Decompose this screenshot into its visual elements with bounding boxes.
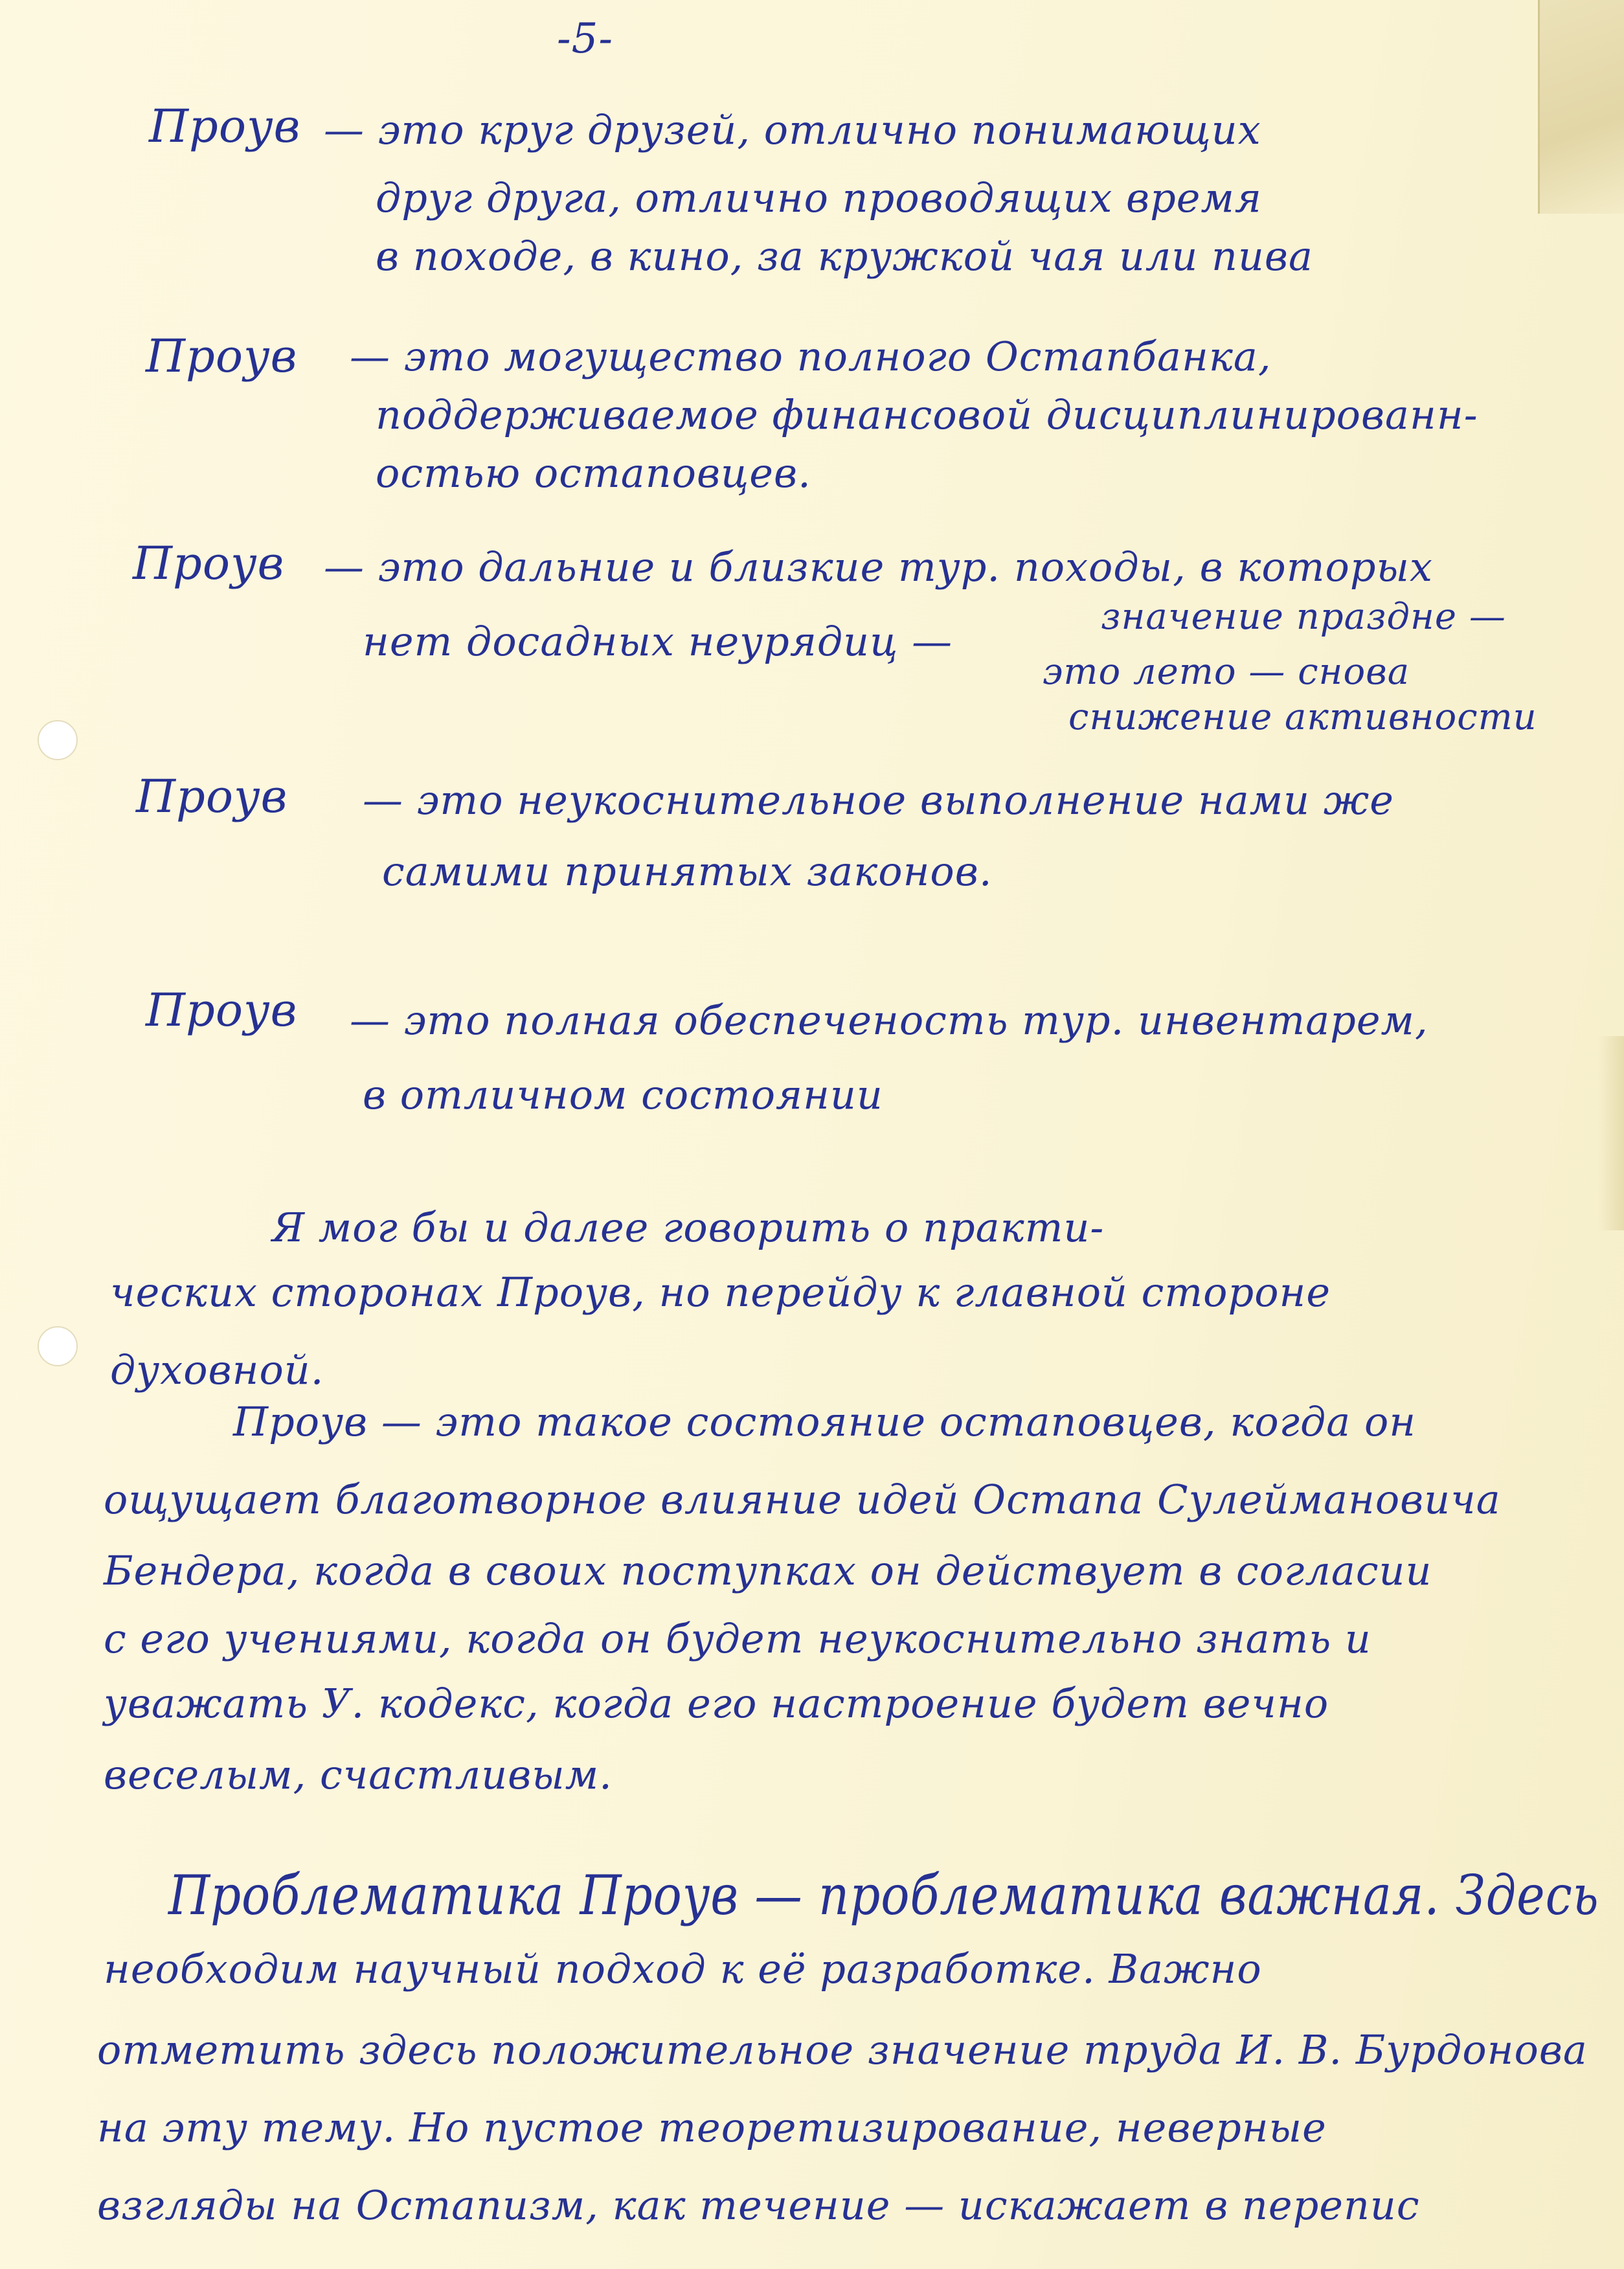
paragraph-line: взгляды на Остапизм, как течение — искажает в перепис <box>97 2182 1420 2229</box>
section-line: друг друга, отлично проводящих время <box>376 174 1262 221</box>
section-line: остью остаповцев. <box>376 449 811 497</box>
paragraph-line: с его учениями, когда он будет неукоснительно знать и <box>104 1615 1371 1662</box>
paragraph-line: необходим научный подход к её разработке. Важно <box>104 1945 1262 1992</box>
paragraph-line: ческих сторонах Проув, но перейду к главной стороне <box>110 1269 1331 1316</box>
section-line: — это полная обеспеченость тур. инвентарем, <box>350 997 1428 1044</box>
paragraph-line: духовной. <box>110 1346 324 1394</box>
section-label: Проув <box>146 330 298 383</box>
section-line: самими принятых законов. <box>382 848 993 895</box>
section-line: — это могущество полного Остапбанка, <box>350 333 1272 380</box>
section-line: поддерживаемое финансовой дисциплинированн- <box>376 391 1478 438</box>
section-line: — это неукоснительное выполнение нами же <box>363 776 1394 824</box>
paragraph-line: Я мог бы и далее говорить о практи- <box>272 1204 1105 1251</box>
paragraph-line: Проблематика Проув — проблематика важная. Здесь <box>168 1864 1599 1927</box>
paragraph-line: отметить здесь положительное значение труда И. В. Бурдонова <box>97 2026 1588 2073</box>
section-line: снижение активности <box>1068 696 1537 738</box>
section-line: — это круг друзей, отлично понимающих <box>324 106 1261 153</box>
section-line: в отличном состоянии <box>363 1071 883 1118</box>
section-line: значение празднe — <box>1101 596 1506 638</box>
section-label: Проув <box>136 770 288 823</box>
section-label: Проув <box>149 100 301 153</box>
paragraph-line: Проув — это такое состояние остаповцев, когда он <box>233 1398 1417 1445</box>
page-number: -5- <box>557 15 613 63</box>
worn-edge <box>1598 1036 1624 1230</box>
section-label: Проув <box>133 537 285 590</box>
paragraph-line: ощущает благотворное влияние идей Остапа Сулеймановича <box>104 1476 1501 1523</box>
section-line: — это дальние и близкие тур. походы, в которых <box>324 543 1434 591</box>
punch-hole-top <box>38 720 78 760</box>
paragraph-line: веселым, счастливым. <box>104 1751 613 1798</box>
paragraph-line: уважать У. кодекс, когда его настроение будет вечно <box>104 1680 1329 1727</box>
section-line: в походе, в кино, за кружкой чая или пива <box>376 232 1313 280</box>
section-label: Проув <box>146 984 298 1037</box>
paragraph-line: Бендера, когда в своих поступках он действует в согласии <box>104 1547 1432 1594</box>
folded-corner <box>1538 0 1624 214</box>
punch-hole-bottom <box>38 1326 78 1366</box>
section-line: нет досадных неурядиц — <box>363 618 953 665</box>
paragraph-line: на эту тему. Но пустое теоретизирование, неверные <box>97 2104 1327 2151</box>
section-line: это лето — снова <box>1043 651 1410 693</box>
